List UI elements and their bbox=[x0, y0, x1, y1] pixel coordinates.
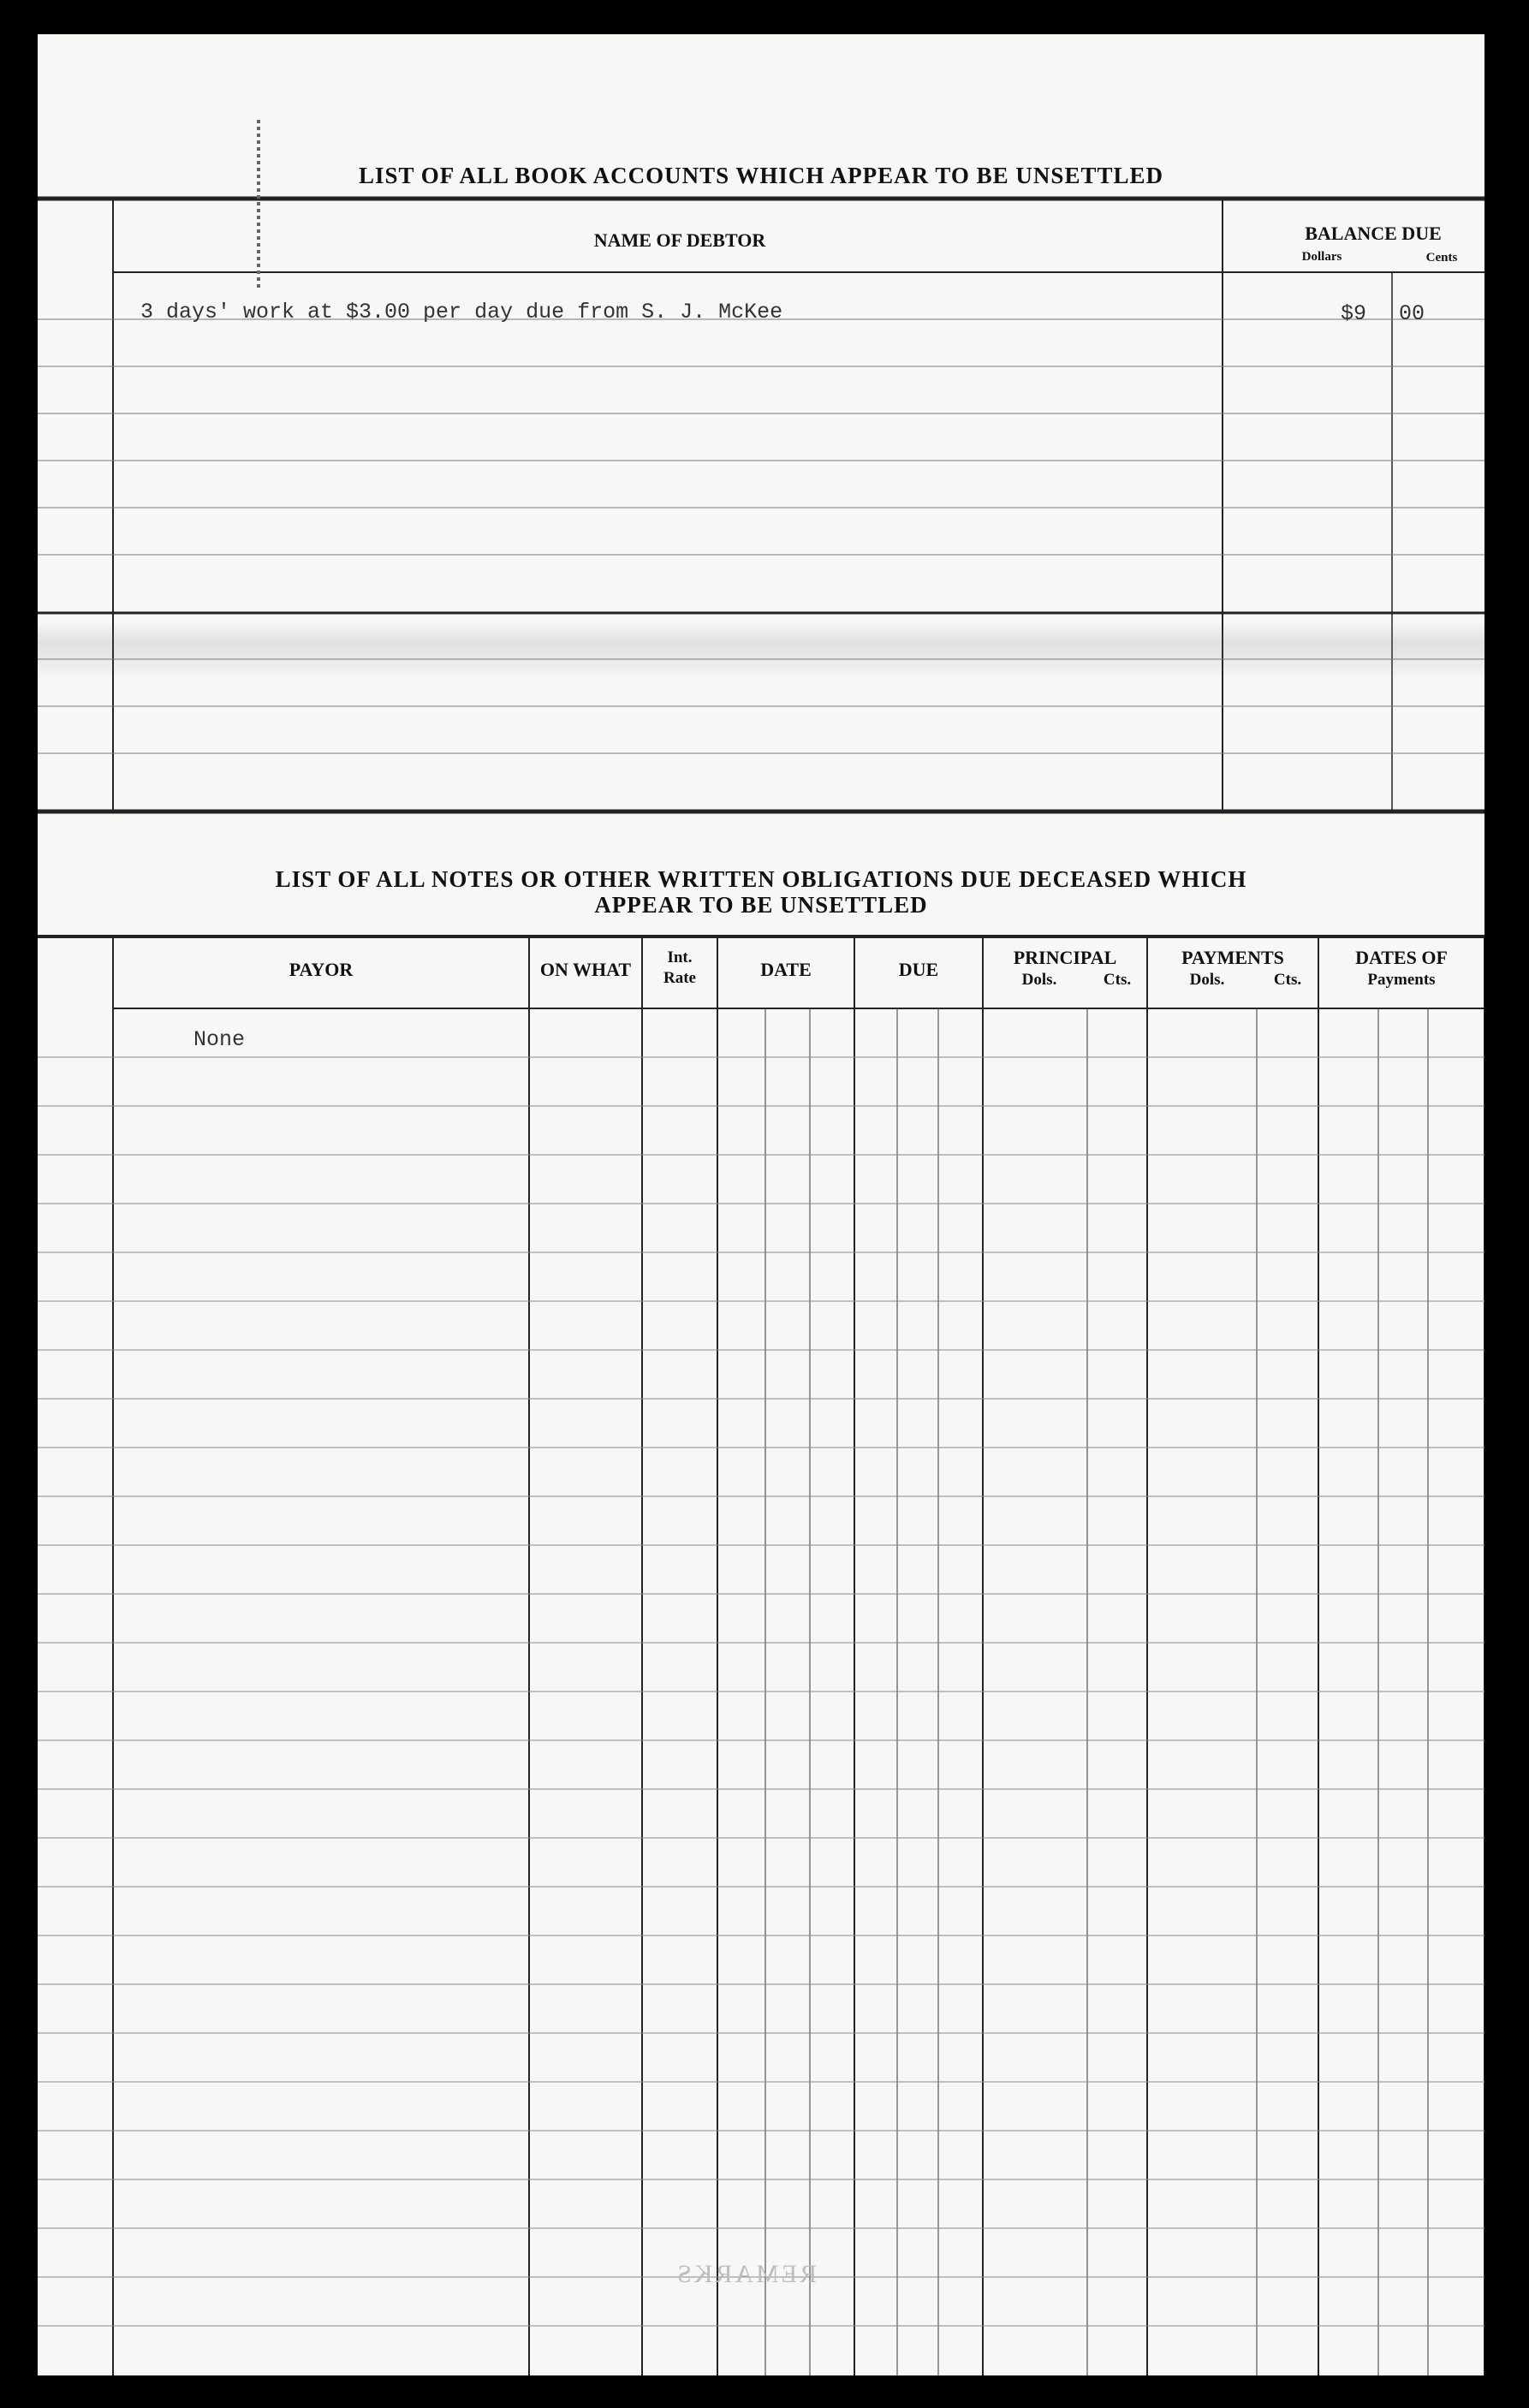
payor-entry: None bbox=[193, 1027, 246, 1052]
notes-title-line1: LIST OF ALL NOTES OR OTHER WRITTEN OBLIGATIONS DUE DECEASED WHICH bbox=[275, 866, 1247, 892]
scan-smudge bbox=[38, 621, 1484, 681]
ledger-ruling bbox=[38, 34, 1484, 2375]
name-of-debtor-header: NAME OF DEBTOR bbox=[593, 229, 766, 251]
principal-header: PRINCIPAL bbox=[1013, 947, 1117, 968]
dates-of-payments-subheader: Payments bbox=[1367, 971, 1436, 989]
ledger-page bbox=[38, 34, 1484, 2375]
payments-header: PAYMENTS bbox=[1181, 947, 1284, 968]
payor-header: PAYOR bbox=[289, 959, 354, 980]
on-what-header: ON WHAT bbox=[539, 959, 632, 980]
principal-dols-subheader: Dols. bbox=[1021, 971, 1057, 989]
principal-cts-subheader: Cts. bbox=[1103, 971, 1132, 989]
int-header: Int. bbox=[667, 948, 693, 966]
book-accounts-title: LIST OF ALL BOOK ACCOUNTS WHICH APPEAR TO BE UNSETTLED bbox=[358, 163, 1163, 188]
cents-subheader: Cents bbox=[1425, 251, 1458, 265]
rate-header: Rate bbox=[663, 969, 696, 987]
date-header: DATE bbox=[760, 959, 812, 980]
notes-title-line2: APPEAR TO BE UNSETTLED bbox=[594, 892, 928, 918]
binding-perforation bbox=[257, 120, 260, 291]
debtor-entry: 3 days' work at $3.00 per day due from S. J. McKee bbox=[140, 300, 783, 324]
payments-dols-subheader: Dols. bbox=[1189, 971, 1225, 989]
balance-due-header: BALANCE DUE bbox=[1305, 223, 1442, 244]
payments-cts-subheader: Cts. bbox=[1273, 971, 1302, 989]
balance-cents: 00 bbox=[1399, 301, 1425, 326]
remarks-stamp: REMARKS bbox=[675, 2260, 818, 2288]
balance-dollars: $9 bbox=[1341, 301, 1367, 326]
due-header: DUE bbox=[898, 959, 939, 980]
dollars-subheader: Dollars bbox=[1301, 250, 1342, 264]
dates-of-header: DATES OF bbox=[1355, 947, 1448, 968]
